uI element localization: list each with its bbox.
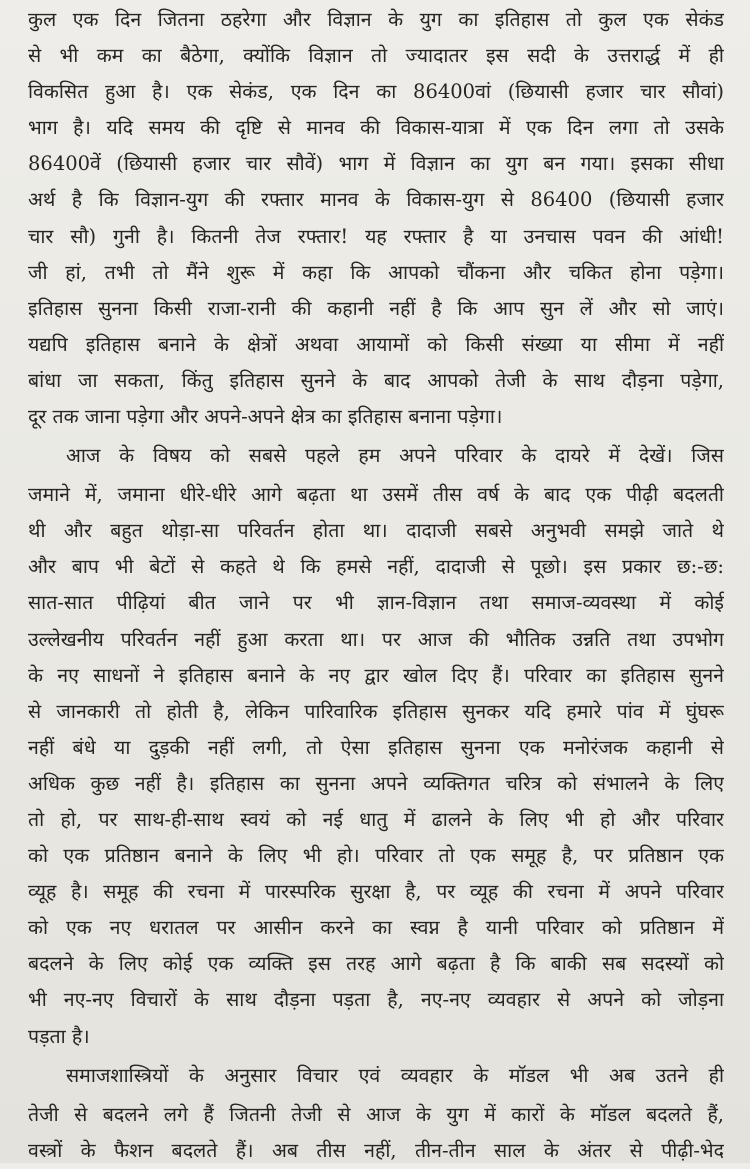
paragraph-last-line: दूर तक जाना पड़ेगा और अपने-अपने क्षेत्र का इतिहास बनाना पड़ेगा। [28,405,503,429]
text-line: अर्थ है कि विज्ञान-युग की रफ्तार मानव के विकास-युग से 86400 (छियासी हजार [28,188,724,212]
text-line: इतिहास सुनना किसी राजा-रानी की कहानी नहीं है कि आप सुन लें और सो जाएं। [28,296,724,320]
text-line: चार सौ) गुनी है। कितनी तेज रफ्तार! यह रफ्तार है या उनचास पवन की आंधी! [28,224,724,248]
text-line: यद्यपि इतिहास बनाने के क्षेत्रों अथवा आयामों को किसी संख्या या सीमा में नहीं [28,332,724,356]
text-line: तेजी से बदलने लगे हैं जितनी तेजी से आज के युग में कारों के मॉडल बदलते हैं, [28,1102,724,1126]
text-line: जमाने में, जमाना धीरे-धीरे आगे बढ़ता था उसमें तीस वर्ष के बाद एक पीढ़ी बदलती [28,483,724,507]
text-line: से जानकारी तो होती है, लेकिन पारिवारिक इतिहास सुनकर यदि हमारे पांव में घुंघरू [28,699,724,723]
text-line: बदलने के लिए कोई एक व्यक्ति इस तरह आगे बढ़ता है कि बाकी सब सदस्यों को [28,952,724,976]
text-line: नहीं बंधे या दुड़की नहीं लगी, तो ऐसा इतिहास सुनना एक मनोरंजक कहानी से [28,735,724,759]
text-line: के नए साधनों ने इतिहास बनाने के नए द्वार खोल दिए हैं। परिवार का इतिहास सुनने [28,663,724,687]
text-line: 86400वें (छियासी हजार चार सौवें) भाग में विज्ञान का युग बन गया। इसका सीधा [28,152,724,176]
text-line: भी नए-नए विचारों के साथ दौड़ना पड़ता है, नए-नए व्यवहार से अपने को जोड़ना [28,988,724,1012]
text-line: से भी कम का बैठेगा, क्योंकि विज्ञान तो ज्यादातर इस सदी के उत्तरार्द्ध में ही [28,44,724,68]
text-line: को एक नए धरातल पर आसीन करने का स्वप्न है यानी परिवार को प्रतिष्ठान में [28,916,724,940]
text-line: कुल एक दिन जितना ठहरेगा और विज्ञान के युग का इतिहास तो कुल एक सेकंड [28,8,724,31]
text-line: अधिक कुछ नहीं है। इतिहास का सुनना अपने व्यक्तिगत चरित्र को संभालने के लिए [28,771,724,795]
paragraph-last-line: पड़ता है। [28,1024,90,1048]
text-line: बांधा जा सकता, किंतु इतिहास सुनने के बाद आपको तेजी के साथ दौड़ना पड़ेगा, [28,368,724,392]
text-line: और बाप भी बेटों से कहते थे कि हमसे नहीं, दादाजी से पूछो। इस प्रकार छ:-छ: [28,555,724,579]
text-line: विकसित हुआ है। एक सेकंड, एक दिन का 86400वां (छियासी हजार चार सौवां) [28,80,724,104]
text-line: वस्त्रों के फैशन बदलते हैं। अब तीस नहीं, तीन-तीन साल के अंतर से पीढ़ी-भेद [28,1138,724,1162]
text-line: थी और बहुत थोड़ा-सा परिवर्तन होता था। दादाजी सबसे अनुभवी समझे जाते थे [28,519,724,543]
paragraph-first-line: आज के विषय को सबसे पहले हम अपने परिवार के दायरे में देखें। जिस [66,444,724,468]
text-line: जी हां, तभी तो मैंने शुरू में कहा कि आपको चौंकना और चकित होना पड़ेगा। [28,260,724,284]
paragraph-first-line: समाजशास्त्रियों के अनुसार विचार एवं व्यवहार के मॉडल भी अब उतने ही [66,1063,724,1087]
text-line: उल्लेखनीय परिवर्तन नहीं हुआ करता था। पर आज की भौतिक उन्नति तथा उपभोग [28,627,724,651]
text-line: सात-सात पीढ़ियां बीत जाने पर भी ज्ञान-विज्ञान तथा समाज-व्यवस्था में कोई [28,591,724,615]
text-line: भाग है। यदि समय की दृष्टि से मानव की विकास-यात्रा में एक दिन लगा तो उसके [28,116,724,140]
text-line: को एक प्रतिष्ठान बनाने के लिए भी हो। परिवार तो एक समूह है, पर प्रतिष्ठान एक [28,844,724,868]
text-line: तो हो, पर साथ-ही-साथ स्वयं को नई धातु में ढालने के लिए भी हो और परिवार [28,807,724,831]
text-line: व्यूह है। समूह की रचना में पारस्परिक सुरक्षा है, पर व्यूह की रचना में अपने परिवार [28,880,724,904]
